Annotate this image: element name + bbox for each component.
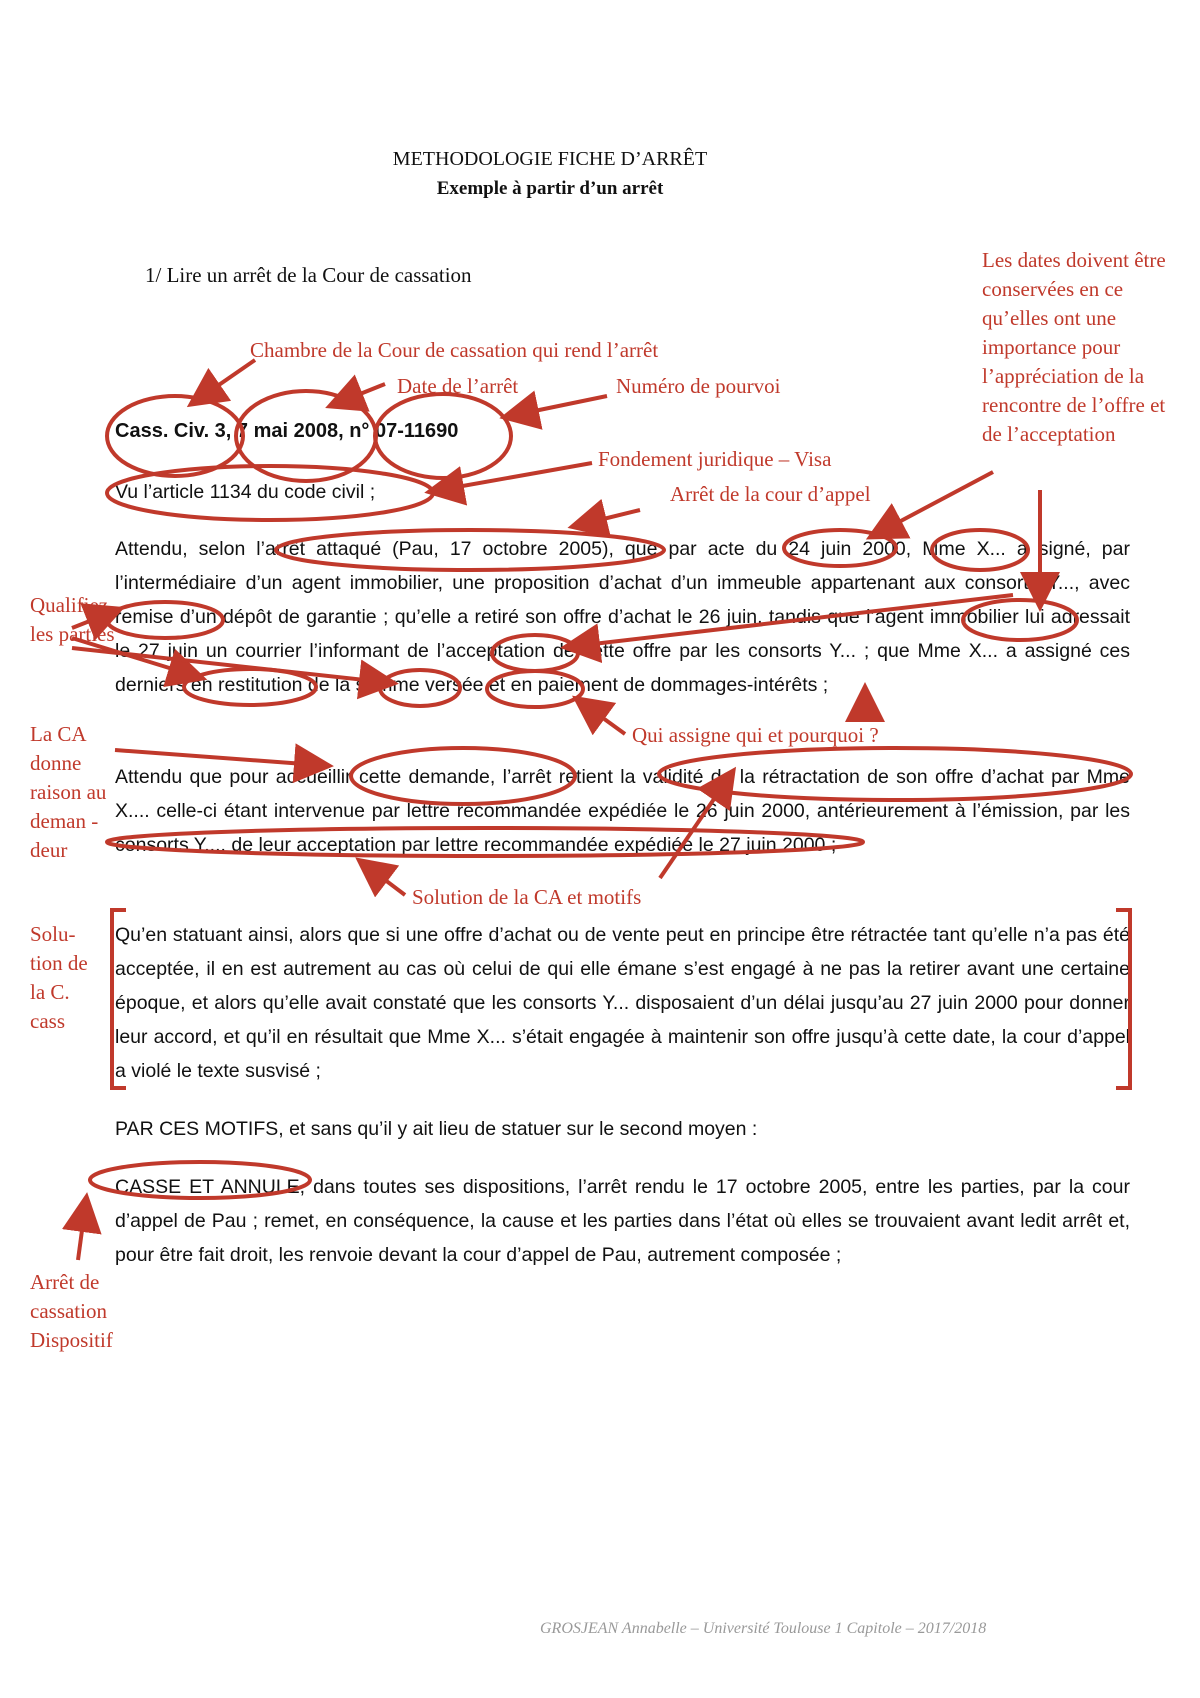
annotation-cour-appel: Arrêt de la cour d’appel [670, 482, 871, 506]
arrow-date [340, 384, 385, 402]
arret-paragraph-5 [115, 1170, 1130, 1272]
arret-paragraph-2 [115, 760, 1130, 862]
arret-paragraph-1 [115, 532, 1130, 702]
paragraph-text: PAR CES MOTIFS, et sans qu’il y ait lieu de statuer sur le second moyen : [115, 1118, 758, 1140]
document-title: METHODOLOGIE FICHE D’ARRÊT [392, 148, 708, 170]
visa-text: Vu l’article 1134 du code civil ; [115, 481, 376, 503]
annotation-date: Date de l’arrêt [397, 374, 519, 398]
arrow-arret-cassation [78, 1208, 85, 1260]
arrow-pourvoi [515, 396, 607, 415]
arrow-chambre [200, 360, 255, 398]
paragraph-text: CASSE ET ANNULE, dans toutes ses dispositions, l’arrêt rendu le 17 octobre 2005, entre les parties, par la cour d’appel de Pau ; remet, en conséquence, la cause et les parties dans l’état où elles se trouvaient avant ledit arrêt et, pour être fait droit, les renvoie devant la cour d’appel de Pau, autrement composée ; [115, 1176, 1130, 1266]
annotation-pourvoi: Numéro de pourvoi [616, 374, 781, 398]
annotation-la-ca: La CA donne raison au deman -deur [30, 722, 107, 862]
section-heading: 1/ Lire un arrêt de la Cour de cassation [145, 263, 472, 287]
paragraph-text: Qu’en statuant ainsi, alors que si une offre d’achat ou de vente peut en principe être rétractée tant qu’elle n’a pas été acceptée, il en est autrement au cas où celui de qui elle émane s’est engagé à ne pas la retirer avant une certaine époque, et alors qu’elle avait constaté que les consorts Y... disposaient d’un délai jusqu’au 27 juin 2000 pour donner leur accord, et qu’il en résultait que Mme X... s’était engagée à maintenir son offre jusqu’à cette date, la cour d’appel a violé le texte susvisé ; [115, 924, 1130, 1082]
annotation-qui-assigne: Qui assigne qui et pourquoi ? [632, 723, 879, 747]
annotation-fondement: Fondement juridique – Visa [598, 447, 832, 471]
arret-visa [115, 475, 1130, 509]
page-footer: GROSJEAN Annabelle – Université Toulouse 1 Capitole – 2017/2018 [540, 1620, 987, 1637]
arrow-solution-ca-1 [368, 867, 405, 895]
arret-reference: Cass. Civ. 3, 7 mai 2008, n° 07-11690 [115, 420, 459, 442]
arret-paragraph-4 [115, 1112, 1130, 1146]
arrow-qui-assigne-1 [585, 705, 625, 734]
annotation-qualifiez: Qualifiez les parties [30, 593, 115, 646]
arrow-cour-appel [583, 510, 640, 524]
paragraph-text: Attendu que pour accueillir cette demande, l’arrêt retient la validité de la rétractation de son offre d’achat par Mme X.... celle-ci étant intervenue par lettre recommandée expédiée le 26 juin 2000, antérieurement à l’émission, par les consorts Y.... de leur acceptation par lettre recommandée expédiée le 27 juin 2000 ; [115, 766, 1130, 856]
document-subtitle: Exemple à partir d’un arrêt [436, 178, 664, 199]
annotation-chambre: Chambre de la Cour de cassation qui rend l’arrêt [250, 338, 659, 362]
arret-paragraph-3 [115, 918, 1130, 1088]
annotation-solution-cass: Solu- tion de la C. cass [30, 922, 88, 1033]
annotation-dates-importance: Les dates doivent être conservées en ce qu’elles ont une importance pour l’appréciation de la rencontre de l’offre et de l’acceptation [982, 248, 1166, 446]
annotation-solution-ca: Solution de la CA et motifs [412, 885, 642, 909]
paragraph-text: Attendu, selon l’arrêt attaqué (Pau, 17 octobre 2005), que par acte du 24 juin 2000, Mme X... a signé, par l’intermédiaire d’un agent immobilier, une proposition d’achat d’un immeuble appartenant aux consorts Y..., avec remise d’un dépôt de garantie ; qu’elle a retiré son offre d’achat le 26 juin, tandis que l’agent immobilier lui adressait le 27 juin un courrier l’informant de l’acceptation de cette offre par les consorts Y... ; que Mme X... a assigné ces derniers en restitution de la somme versée et en paiement de dommages-intérêts ; [115, 538, 1130, 696]
annotation-arret-cassation: Arrêt de cassation Dispositif [30, 1270, 113, 1352]
